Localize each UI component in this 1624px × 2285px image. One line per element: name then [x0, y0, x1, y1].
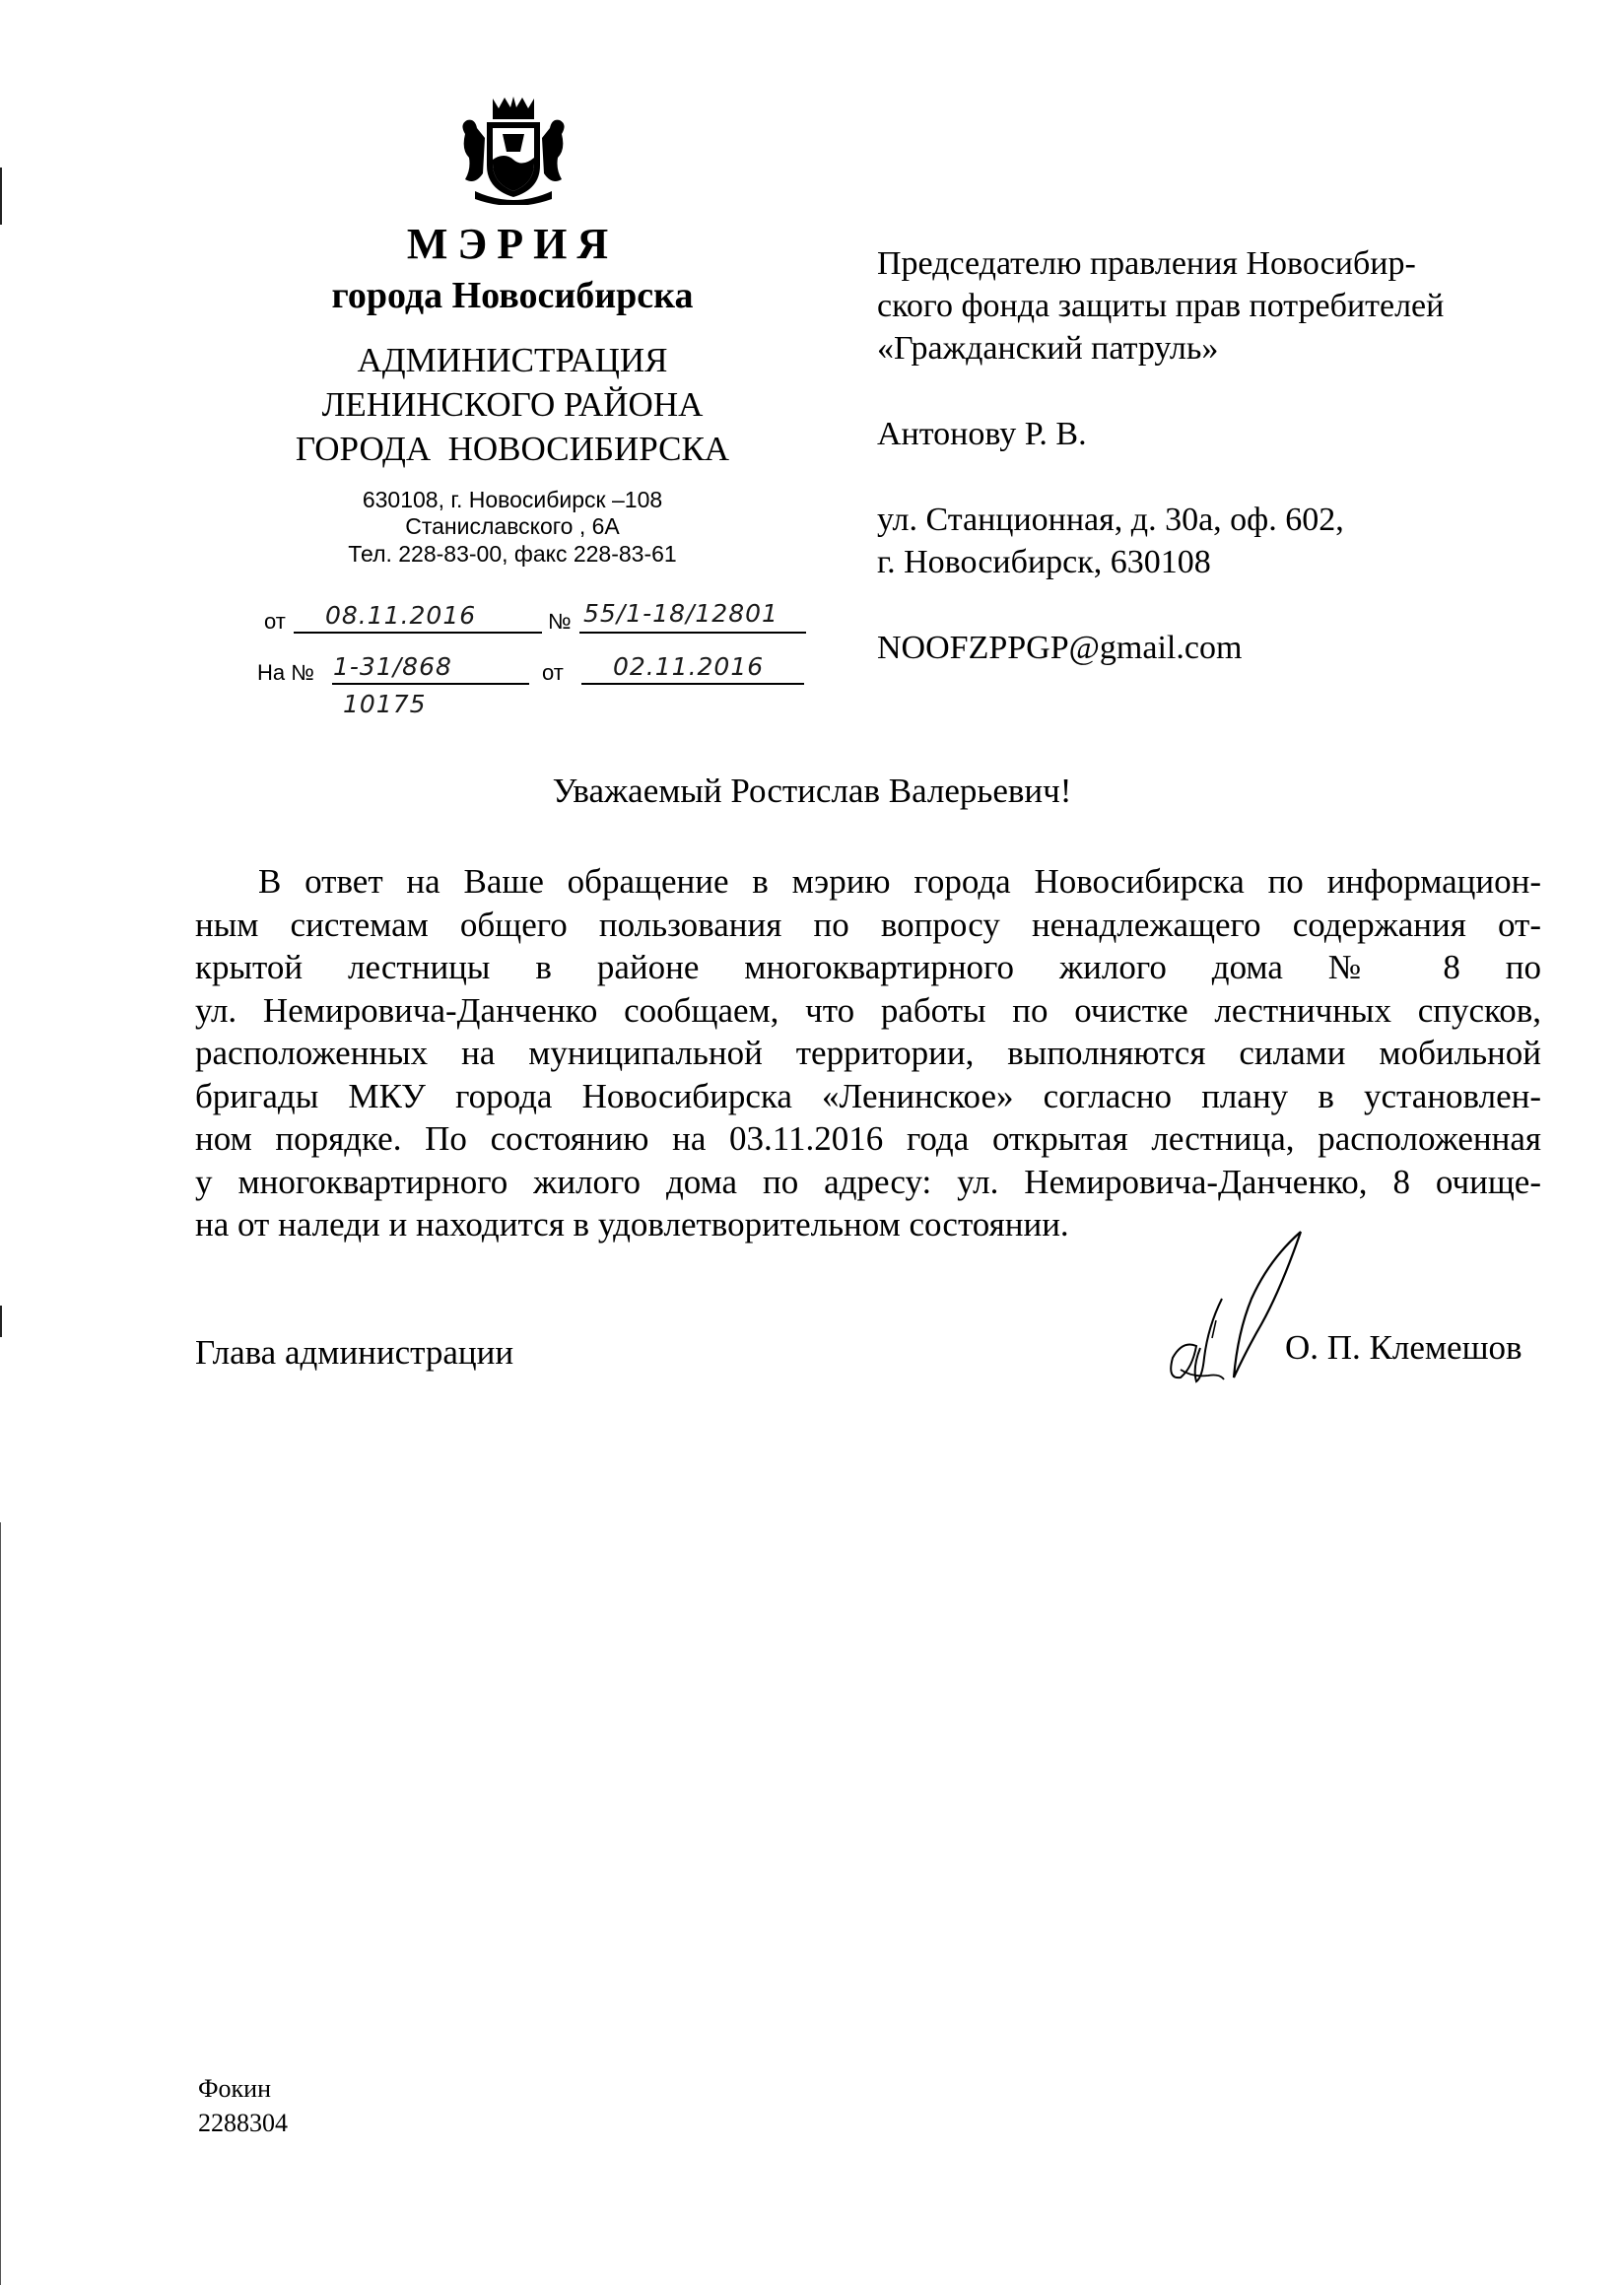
- ref-number: 55/1-18/12801: [583, 599, 778, 628]
- addressee-spacer: [877, 583, 1567, 627]
- ref-number-label: №: [548, 609, 572, 634]
- ref-reply-label: На №: [257, 660, 314, 685]
- executor-phone: 2288304: [198, 2109, 288, 2137]
- scan-edge-mark: [0, 168, 2, 225]
- addressee-spacer: [877, 370, 1567, 413]
- body-line: у многоквартирного жилого дома по адресу: ул. Немировича-Данченко, 8 очище-: [195, 1162, 1541, 1201]
- letter-body: [195, 860, 1541, 1246]
- body-line: ул. Немировича-Данченко сообщаем, что работы по очистке лестничных спусков,: [195, 990, 1541, 1030]
- org-address-line-1: 630108, г. Новосибирск –108: [362, 487, 663, 512]
- ref-reply-date-underline: [581, 683, 804, 685]
- addressee-line: Председателю правления Новосибир-: [877, 245, 1416, 282]
- body-line: бригады МКУ города Новосибирска «Ленинское» согласно плану в установлен-: [195, 1076, 1541, 1115]
- salutation: Уважаемый Ростислав Валерьевич!: [552, 772, 1072, 810]
- ref-number-underline: [579, 632, 806, 634]
- org-address-line-3: Тел. 228-83-00, факс 228-83-61: [348, 541, 677, 567]
- addressee-line: «Гражданский патруль»: [877, 330, 1219, 367]
- addressee-spacer: [877, 455, 1567, 499]
- addressee-line: ского фонда защиты прав потребителей: [877, 288, 1445, 324]
- body-line: ным системам общего пользования по вопросу ненадлежащего содержания от-: [195, 905, 1541, 944]
- ref-from-underline: [294, 632, 542, 634]
- executor-name: Фокин: [198, 2074, 272, 2103]
- org-admin-line-1: АДМИНИСТРАЦИЯ: [357, 341, 668, 379]
- addressee-email: NOOFZPPGP@gmail.com: [877, 630, 1243, 666]
- ref-reply-number: 1-31/868: [333, 652, 452, 681]
- ref-reply-from-label: от: [542, 660, 564, 685]
- ref-reply-date: 02.11.2016: [613, 652, 765, 681]
- body-line: крытой лестницы в районе многоквартирного жилого дома № 8 по: [195, 948, 1541, 986]
- body-line: на от наледи и находится в удовлетворительном состоянии.: [195, 1205, 1069, 1243]
- addressee-city: г. Новосибирск, 630108: [877, 544, 1211, 580]
- org-title-mayoralty: МЭРИЯ: [406, 220, 619, 268]
- org-title-city: города Новосибирска: [331, 275, 694, 316]
- org-admin-line-3: ГОРОДА НОВОСИБИРСКА: [295, 430, 730, 468]
- signatory-position: Глава администрации: [195, 1333, 514, 1372]
- addressee-block: [877, 242, 1567, 669]
- addressee-street: ул. Станционная, д. 30а, оф. 602,: [877, 502, 1344, 538]
- scan-edge-mark: [0, 1306, 2, 1337]
- body-line: расположенных на муниципальной территории, выполняются силами мобильной: [195, 1034, 1541, 1072]
- addressee-name: Антонову Р. В.: [877, 416, 1087, 452]
- ref-reply-underline: [332, 683, 529, 685]
- org-address-line-2: Станиславского , 6А: [405, 513, 620, 539]
- org-admin-line-2: ЛЕНИНСКОГО РАЙОНА: [321, 385, 704, 424]
- body-line: ном порядке. По состоянию на 03.11.2016 года открытая лестница, расположенная: [195, 1119, 1541, 1158]
- ref-from-date: 08.11.2016: [325, 601, 477, 630]
- body-line: В ответ на Ваше обращение в мэрию города Новосибирска по информацион-: [258, 862, 1541, 901]
- ref-from-label: от: [264, 609, 286, 634]
- signatory-name: О. П. Клемешов: [1285, 1328, 1522, 1367]
- coat-of-arms-icon: [455, 95, 572, 205]
- ref-reply-number-extra: 10175: [343, 690, 427, 718]
- scan-edge-mark: [0, 1522, 1, 2285]
